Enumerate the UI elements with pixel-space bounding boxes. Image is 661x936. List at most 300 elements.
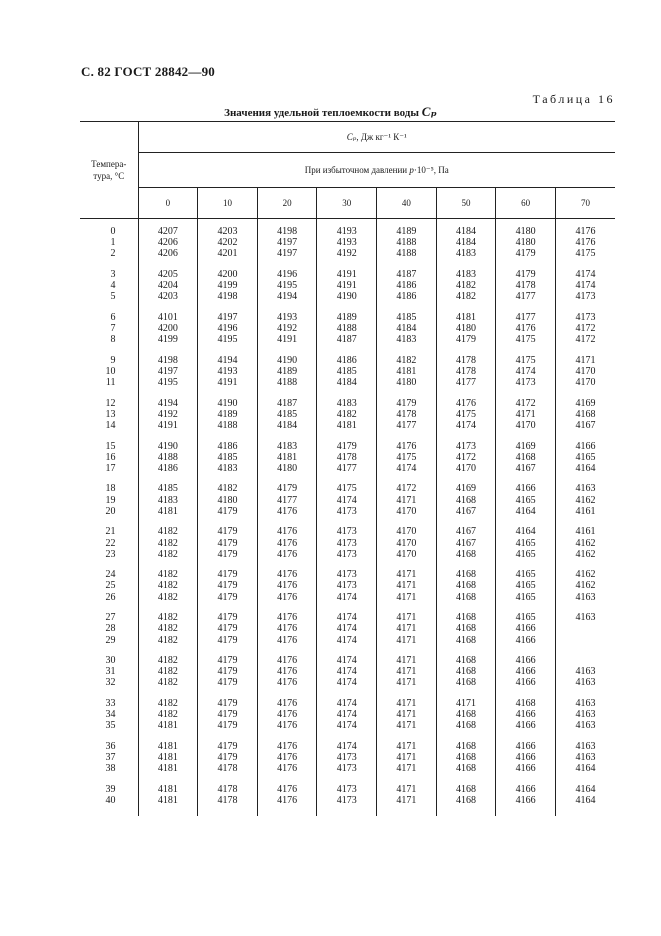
temperature-cell: 37 [80,752,138,763]
value-cell: 4167 [575,420,596,432]
value-cell: 4206 [138,237,198,248]
value-cell: 4179 [198,646,258,667]
value-cell: 4170 [377,517,437,538]
value-cell: 4168 [436,646,496,667]
table-row [80,560,615,581]
value-cell: 4176 [257,592,317,603]
value-cell: 4177 [377,420,437,431]
value-cell: 4174 [317,709,377,720]
value-cell: 4193 [317,219,377,238]
value-cell: 4197 [198,303,258,324]
pressure-column-header: 20 [257,188,317,219]
pressure-text: ·10⁻⁵, Па [413,164,449,175]
value-cell: 4168 [436,666,496,677]
value-cell: 4170 [377,506,437,517]
value-cell: 4178 [377,409,437,420]
value-cell: 4179 [496,248,556,259]
value-cell: 4179 [198,677,258,688]
value-cell: 4202 [198,237,258,248]
value-cell: 4197 [138,366,198,377]
table-row [80,452,615,463]
value-cell: 4179 [198,623,258,634]
pressure-column-header: 50 [436,188,496,219]
value-cell: 4167 [436,506,496,517]
value-cell: 4174 [317,635,377,646]
temperature-cell: 9 [80,345,138,366]
value-cell: 4166 [575,440,596,452]
temperature-cell: 15 [80,431,138,452]
value-cell: 4176 [575,237,596,249]
value-cell: 4183 [317,388,377,409]
value-cell: 4194 [138,388,198,409]
temperature-cell: 20 [80,506,138,517]
value-cell: 4172 [496,388,556,409]
value-cell: 4189 [198,409,258,420]
value-cell: 4164 [575,462,596,474]
temperature-cell: 23 [80,549,138,560]
value-cell: 4179 [436,334,496,345]
temperature-cell: 31 [80,666,138,677]
value-cell: 4206 [138,248,198,259]
value-cell: 4179 [198,603,258,624]
value-cell: 4166 [496,774,556,795]
value-cell: 4182 [377,345,437,366]
value-cell: 4170 [575,377,596,389]
value-cell: 4180 [496,219,556,238]
value-cell: 4168 [436,495,496,506]
value-cell: 4182 [198,474,258,495]
table-row [80,580,615,591]
value-cell: 4179 [198,720,258,731]
value-cell: 4181 [138,774,198,795]
value-cell: 4174 [436,420,496,431]
value-cell: 4181 [257,452,317,463]
value-cell: 4176 [257,795,317,816]
value-cell: 4165 [496,560,556,581]
value-cell: 4179 [198,635,258,646]
table-row [80,345,615,366]
value-cell: 4178 [317,452,377,463]
value-cell: 4171 [496,409,556,420]
value-cell: 4187 [257,388,317,409]
temperature-cell: 33 [80,689,138,710]
value-cell: 4179 [198,538,258,549]
table-row [80,323,615,334]
table-row [80,474,615,495]
value-cell: 4171 [377,752,437,763]
value-cell: 4173 [496,377,556,388]
table-row [80,720,615,731]
value-cell: 4168 [575,408,596,420]
table-row [80,463,615,474]
value-cell: 4178 [198,774,258,795]
value-cell: 4174 [317,666,377,677]
value-cell: 4191 [317,280,377,291]
value-cell: 4176 [257,720,317,731]
value-cell: 4174 [317,646,377,667]
value-cell: 4179 [198,517,258,538]
value-cell: 4172 [575,334,596,346]
value-cell: 4198 [138,345,198,366]
value-cell: 4184 [436,237,496,248]
temperature-cell: 28 [80,623,138,634]
value-cell: 4168 [436,732,496,753]
temperature-cell: 18 [80,474,138,495]
value-cell: 4163 [575,740,596,752]
value-cell: 4176 [257,709,317,720]
pressure-column-header: 10 [198,188,258,219]
value-cell: 4176 [575,226,596,237]
value-cell: 4179 [257,474,317,495]
value-cell: 4166 [496,732,556,753]
pressure-column-header: 0 [138,188,198,219]
value-cell: 4101 [138,303,198,324]
value-cell: 4178 [198,763,258,774]
value-cell: 4162 [575,494,596,506]
value-cell: 4191 [138,420,198,431]
value-cell: 4178 [496,280,556,291]
heat-capacity-table [80,121,615,816]
value-cell: 4204 [138,280,198,291]
value-cell: 4182 [138,623,198,634]
value-cell: 4199 [138,334,198,345]
value-cell: 4166 [496,623,556,634]
value-cell: 4171 [575,354,596,366]
table-row [80,248,615,259]
value-cell [555,646,615,667]
value-cell: 4167 [496,463,556,474]
value-cell: 4167 [436,538,496,549]
temperature-cell: 34 [80,709,138,720]
value-cell: 4185 [377,303,437,324]
value-cell: 4184 [257,420,317,431]
table-row [80,377,615,388]
value-cell: 4170 [496,420,556,431]
table-row [80,763,615,774]
value-cell: 4174 [317,623,377,634]
value-cell: 4163 [575,697,596,709]
value-cell: 4182 [138,635,198,646]
value-cell: 4183 [436,248,496,259]
value-cell: 4176 [496,323,556,334]
caption-text: Значения удельной теплоемкости воды [224,107,419,119]
table-row [80,677,615,688]
temperature-header [80,122,138,219]
value-cell: 4182 [138,603,198,624]
unit-text: , Дж кг⁻¹ К⁻¹ [356,131,407,142]
table-row [80,517,615,538]
value-cell: 4197 [257,237,317,248]
pressure-column-header: 60 [496,188,556,219]
table-row [80,549,615,560]
temperature-cell: 13 [80,409,138,420]
value-cell: 4197 [257,248,317,259]
temperature-cell: 2 [80,248,138,259]
value-cell: 4205 [138,260,198,281]
value-cell: 4181 [436,303,496,324]
temperature-cell: 19 [80,495,138,506]
value-cell: 4173 [317,580,377,591]
pressure-column-header: 70 [555,188,615,219]
value-cell: 4185 [198,452,258,463]
value-cell: 4182 [138,592,198,603]
temperature-cell: 27 [80,603,138,624]
value-cell: 4176 [436,388,496,409]
value-cell: 4168 [436,603,496,624]
table-row [80,592,615,603]
value-cell: 4181 [138,506,198,517]
value-cell: 4180 [257,463,317,474]
value-cell: 4168 [496,452,556,463]
value-cell: 4183 [138,495,198,506]
value-cell: 4176 [257,560,317,581]
value-cell: 4164 [575,763,596,775]
temperature-cell: 7 [80,323,138,334]
value-cell: 4168 [436,763,496,774]
value-cell: 4182 [138,646,198,667]
value-cell: 4186 [317,345,377,366]
value-cell [555,635,615,646]
value-cell: 4190 [138,431,198,452]
value-cell: 4179 [198,689,258,710]
value-cell: 4175 [377,452,437,463]
table-row [80,635,615,646]
value-cell: 4185 [138,474,198,495]
value-cell: 4166 [496,763,556,774]
value-cell: 4168 [436,560,496,581]
value-cell: 4163 [575,752,596,764]
value-cell: 4176 [257,549,317,560]
value-cell: 4186 [377,291,437,302]
value-cell: 4190 [317,291,377,302]
value-cell: 4173 [317,795,377,816]
value-cell: 4161 [575,505,596,517]
table-row [80,420,615,431]
temperature-cell: 10 [80,366,138,377]
value-cell: 4175 [496,345,556,366]
value-cell: 4176 [257,689,317,710]
value-cell: 4174 [317,592,377,603]
pressure-symbol: p [409,164,414,175]
value-cell: 4179 [377,388,437,409]
value-cell: 4201 [198,248,258,259]
value-cell: 4190 [257,345,317,366]
value-cell: 4176 [257,646,317,667]
value-cell: 4196 [198,323,258,334]
value-cell: 4174 [575,268,596,280]
table-row [80,646,615,667]
value-cell: 4169 [496,431,556,452]
temperature-cell: 1 [80,237,138,248]
value-cell: 4165 [496,549,556,560]
value-cell: 4198 [257,219,317,238]
value-cell: 4177 [257,495,317,506]
temperature-cell: 22 [80,538,138,549]
table-row [80,280,615,291]
value-cell: 4173 [317,506,377,517]
table-body [80,219,615,817]
pressure-column-header: 40 [377,188,437,219]
value-cell: 4170 [575,365,596,377]
table-label: Таблица 16 [532,92,615,106]
value-cell: 4173 [317,763,377,774]
value-cell: 4188 [257,377,317,388]
value-cell: 4182 [138,549,198,560]
value-cell: 4186 [377,280,437,291]
temperature-cell: 12 [80,388,138,409]
unit-symbol: Cₚ [346,131,357,142]
value-cell: 4181 [138,732,198,753]
value-cell: 4163 [575,591,596,603]
value-cell: 4189 [317,303,377,324]
value-cell: 4165 [496,538,556,549]
value-cell: 4187 [317,334,377,345]
value-cell: 4188 [138,452,198,463]
value-cell: 4192 [317,248,377,259]
value-cell: 4163 [575,483,596,495]
value-cell: 4180 [198,495,258,506]
temperature-header-line2: тура, °С [93,171,125,181]
value-cell: 4189 [257,366,317,377]
value-cell: 4193 [317,237,377,248]
value-cell: 4166 [496,677,556,688]
value-cell: 4187 [377,260,437,281]
value-cell: 4173 [317,538,377,549]
temperature-cell: 3 [80,260,138,281]
caption-symbol: Cₚ [421,104,437,119]
value-cell: 4183 [198,463,258,474]
table-row [80,237,615,248]
value-cell: 4193 [257,303,317,324]
value-cell: 4171 [377,580,437,591]
value-cell: 4181 [377,366,437,377]
value-cell: 4162 [575,580,596,592]
value-cell: 4195 [198,334,258,345]
value-cell: 4182 [138,560,198,581]
value-cell: 4182 [138,517,198,538]
value-cell: 4176 [257,677,317,688]
value-cell: 4182 [317,409,377,420]
value-cell: 4176 [257,763,317,774]
value-cell: 4171 [377,763,437,774]
value-cell: 4179 [198,709,258,720]
value-cell: 4169 [575,397,596,409]
table-row [80,538,615,549]
value-cell: 4179 [198,560,258,581]
value-cell: 4182 [138,677,198,688]
value-cell: 4182 [436,291,496,302]
value-cell: 4171 [377,795,437,816]
value-cell: 4173 [317,752,377,763]
value-cell: 4182 [138,666,198,677]
value-cell: 4195 [138,377,198,388]
temperature-cell: 36 [80,732,138,753]
table-row [80,795,615,816]
value-cell: 4168 [496,689,556,710]
table-row [80,388,615,409]
pressure-header [138,153,615,188]
value-cell: 4188 [377,248,437,259]
value-cell: 4168 [436,549,496,560]
value-cell: 4162 [575,569,596,581]
value-cell: 4200 [138,323,198,334]
value-cell: 4163 [575,677,596,689]
value-cell: 4189 [377,219,437,238]
table-row [80,219,615,238]
value-cell: 4199 [198,280,258,291]
value-cell: 4176 [257,538,317,549]
value-cell: 4177 [317,463,377,474]
value-cell: 4192 [138,409,198,420]
value-cell: 4173 [317,774,377,795]
value-cell: 4174 [317,495,377,506]
value-cell: 4172 [377,474,437,495]
value-cell: 4179 [198,506,258,517]
value-cell: 4173 [575,291,596,303]
value-cell: 4165 [496,603,556,624]
value-cell: 4175 [496,334,556,345]
value-cell: 4171 [377,732,437,753]
value-cell: 4193 [198,366,258,377]
value-cell: 4173 [317,517,377,538]
value-cell: 4168 [436,774,496,795]
value-cell: 4178 [198,795,258,816]
value-cell: 4168 [436,677,496,688]
table-caption [0,104,661,120]
temperature-cell: 11 [80,377,138,388]
value-cell: 4171 [377,646,437,667]
temperature-cell: 39 [80,774,138,795]
value-cell: 4179 [198,732,258,753]
value-cell: 4174 [575,280,596,292]
value-cell: 4171 [377,635,437,646]
table-row [80,495,615,506]
temperature-cell: 38 [80,763,138,774]
value-cell: 4168 [436,592,496,603]
value-cell: 4179 [198,752,258,763]
value-cell: 4168 [436,623,496,634]
value-cell: 4166 [496,666,556,677]
value-cell: 4179 [198,549,258,560]
table-row [80,709,615,720]
temperature-cell: 24 [80,560,138,581]
temperature-cell: 14 [80,420,138,431]
table-row [80,603,615,624]
value-cell: 4171 [377,709,437,720]
value-cell: 4173 [317,549,377,560]
temperature-cell: 40 [80,795,138,816]
value-cell: 4191 [257,334,317,345]
value-cell: 4182 [436,280,496,291]
value-cell: 4178 [436,366,496,377]
table-row [80,409,615,420]
value-cell: 4171 [377,720,437,731]
value-cell: 4179 [198,592,258,603]
value-cell: 4177 [436,377,496,388]
value-cell: 4165 [496,580,556,591]
value-cell: 4184 [436,219,496,238]
value-cell: 4167 [436,517,496,538]
value-cell: 4181 [138,720,198,731]
temperature-cell: 32 [80,677,138,688]
value-cell: 4190 [198,388,258,409]
value-cell: 4176 [257,752,317,763]
value-cell: 4176 [377,431,437,452]
temperature-cell: 21 [80,517,138,538]
value-cell: 4180 [436,323,496,334]
value-cell: 4179 [198,580,258,591]
table-row [80,506,615,517]
